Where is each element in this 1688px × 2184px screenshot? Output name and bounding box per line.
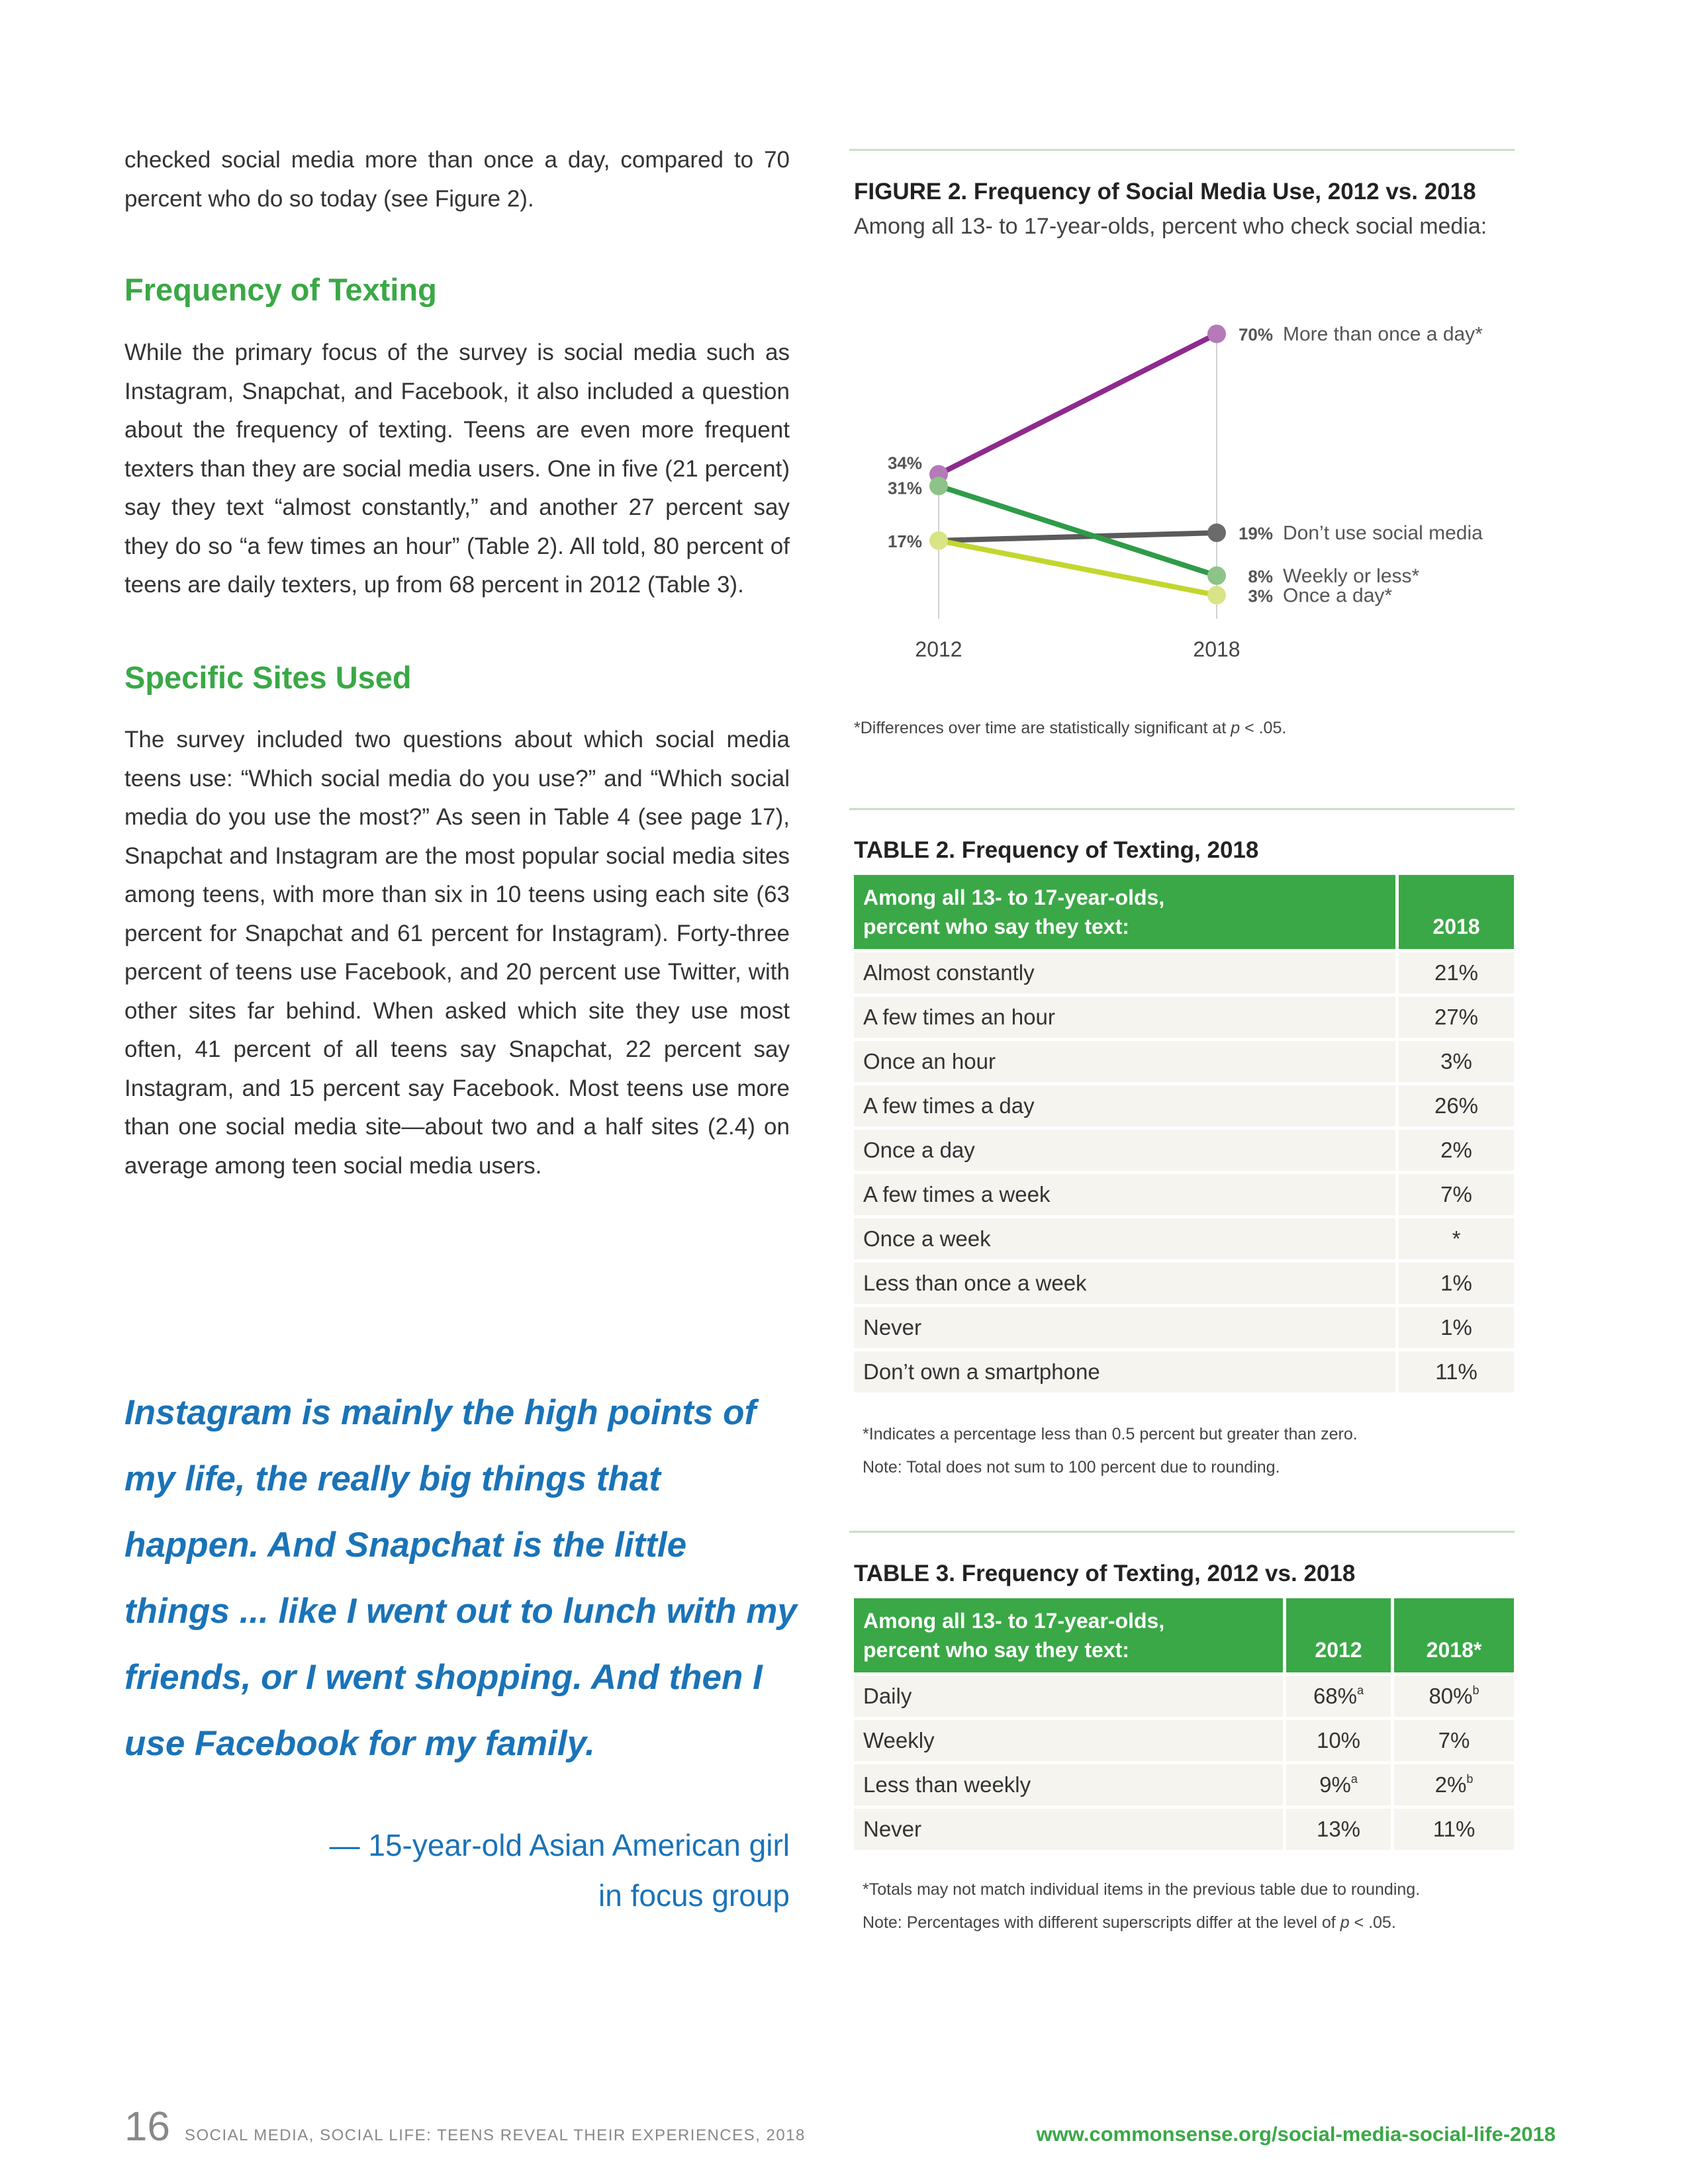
table2-row-label: Don’t own a smartphone xyxy=(854,1348,1399,1392)
figure-footnote-suffix: < .05. xyxy=(1240,719,1287,737)
data-point xyxy=(1207,567,1226,585)
table2-header-2018: 2018 xyxy=(1399,875,1514,949)
x-tick-label: 2018 xyxy=(1193,637,1241,661)
table2-title: TABLE 2. Frequency of Texting, 2018 xyxy=(854,837,1259,863)
data-label-2012: 31% xyxy=(887,478,922,498)
table3-row-value-2018 xyxy=(1394,1672,1514,1717)
intro-paragraph: checked social media more than once a day, compared to 70 percent who do so today (see Figure 2). xyxy=(124,147,790,212)
data-label-2018: 70% xyxy=(1238,324,1273,345)
table3-row-value-2012 xyxy=(1286,1761,1394,1805)
data-point xyxy=(1207,523,1226,542)
table3-value-2018: 80% xyxy=(1429,1684,1473,1708)
table3-value-2018: 2% xyxy=(1434,1772,1467,1797)
table2-row-label: A few times a week xyxy=(854,1171,1399,1215)
table3-header-2012: 2012 xyxy=(1286,1598,1394,1672)
figure-subtitle: Among all 13- to 17-year-olds, percent who check social media: xyxy=(854,214,1487,239)
series-line xyxy=(939,533,1217,541)
table3-header-line-2: percent who say they text: xyxy=(863,1638,1129,1662)
table2-row xyxy=(854,1038,1514,1082)
sites-paragraph: The survey included two questions about which social media teens use: “Which social media do you use?” and “Which social media do you use the most?” As seen in Table 4 (see page 17), Snapchat and Instagram are the most popular social media sites among teens, with more than six in 10 teens using each site (63 percent for Snapchat and 61 percent for Instagram). Forty-three percent of teens use Facebook, and 20 percent use Twitter, with other sites far behind. When asked which site they use most often, 41 percent of all teens say Snapchat, 22 percent say Instagram, and 15 percent say Facebook. Most teens use more than one social media site—about two and a half sites (2.4) on average among teen social media users. xyxy=(124,727,790,1179)
table2-row-label: Once a week xyxy=(854,1215,1399,1259)
data-label-2018: 3% xyxy=(1248,586,1273,606)
table2-row-value-2018: 1% xyxy=(1399,1304,1514,1348)
table3-value-2012: 13% xyxy=(1316,1817,1361,1841)
table3-footnote-1: *Totals may not match individual items in the previous table due to rounding. xyxy=(863,1880,1421,1899)
table2-row xyxy=(854,1215,1514,1259)
table2-header-row xyxy=(854,875,1514,949)
table2-top-rule xyxy=(849,808,1515,810)
quote-attribution xyxy=(124,1820,790,1921)
table3-row-label: Less than weekly xyxy=(854,1761,1286,1805)
section-heading-sites: Specific Sites Used xyxy=(124,660,412,695)
table2-row-label: Almost constantly xyxy=(854,949,1399,993)
series-name-label: Weekly or less* xyxy=(1283,565,1420,587)
data-point xyxy=(929,531,948,550)
table2-row xyxy=(854,1126,1514,1171)
data-label-2012: 34% xyxy=(887,453,922,473)
table3-header-label xyxy=(854,1598,1286,1672)
table2-row-value-2018: 3% xyxy=(1399,1038,1514,1082)
page-number: 16 xyxy=(124,2104,170,2150)
series-line xyxy=(939,486,1217,576)
table2-row-label: Once a day xyxy=(854,1126,1399,1171)
figure-footnote-p: p xyxy=(1231,719,1241,737)
table3-row-value-2012 xyxy=(1286,1805,1394,1850)
table3-top-rule xyxy=(849,1531,1515,1533)
table3-header-row xyxy=(854,1598,1514,1672)
table3-row xyxy=(854,1805,1514,1850)
table2-footnotes xyxy=(863,1418,1358,1484)
section-heading-texting: Frequency of Texting xyxy=(124,272,437,307)
table2-row-value-2018: * xyxy=(1399,1215,1514,1259)
table2-footnote-2: Note: Total does not sum to 100 percent due to rounding. xyxy=(863,1458,1280,1477)
table3-row-label: Daily xyxy=(854,1672,1286,1717)
table3-row-label: Weekly xyxy=(854,1717,1286,1761)
pull-quote: Instagram is mainly the high points of my life, the really big things that happen. And Snapchat is the little things ... like I went out to lunch with my friends, or I went shopping. And then I use Facebook for my family. xyxy=(124,1393,797,1763)
data-point xyxy=(929,477,948,495)
table2-row-value-2018: 21% xyxy=(1399,949,1514,993)
table3-superscript-2012: a xyxy=(1350,1772,1358,1786)
table3-row-label: Never xyxy=(854,1805,1286,1850)
table3-footnote-2-text: Note: Percentages with different superscripts differ at the level of xyxy=(863,1913,1340,1932)
data-label-2012: 17% xyxy=(887,531,922,551)
data-label-2018: 19% xyxy=(1238,523,1273,544)
table3-value-2012: 10% xyxy=(1316,1728,1361,1752)
table3-header-2018: 2018* xyxy=(1394,1598,1514,1672)
table2-footnote-1: *Indicates a percentage less than 0.5 percent but greater than zero. xyxy=(863,1425,1358,1443)
table2-row-label: A few times a day xyxy=(854,1082,1399,1126)
series-name-label: Don’t use social media xyxy=(1283,522,1483,545)
table3-footnote-2-p: p xyxy=(1340,1913,1350,1932)
table3-row xyxy=(854,1761,1514,1805)
table2-row xyxy=(854,1082,1514,1126)
table2-row-label: Once an hour xyxy=(854,1038,1399,1082)
table2-header-line-1: Among all 13- to 17-year-olds, xyxy=(863,886,1165,909)
table2-row xyxy=(854,1348,1514,1392)
table3 xyxy=(854,1598,1514,1850)
table2-row-value-2018: 2% xyxy=(1399,1126,1514,1171)
table2 xyxy=(854,875,1514,1392)
table2-row xyxy=(854,1171,1514,1215)
table3-row-value-2018 xyxy=(1394,1805,1514,1850)
table2-row-label: A few times an hour xyxy=(854,993,1399,1038)
table3-value-2018: 7% xyxy=(1438,1728,1470,1752)
footer-url-link[interactable]: www.commonsense.org/social-media-social-life-2018 xyxy=(1036,2122,1556,2146)
table2-row-value-2018: 7% xyxy=(1399,1171,1514,1215)
data-point xyxy=(1207,324,1226,343)
table3-value-2018: 11% xyxy=(1432,1817,1476,1841)
footer-doc-title: SOCIAL MEDIA, SOCIAL LIFE: TEENS REVEAL THEIR EXPERIENCES, 2018 xyxy=(184,2126,806,2144)
figure-title: FIGURE 2. Frequency of Social Media Use, 2012 vs. 2018 xyxy=(854,179,1476,205)
data-point xyxy=(1207,586,1226,604)
page-footer-left xyxy=(124,2103,806,2150)
figure-footnote-text: *Differences over time are statistically significant at xyxy=(854,719,1231,737)
table2-row-value-2018: 1% xyxy=(1399,1259,1514,1304)
series-name-label: More than once a day* xyxy=(1283,323,1483,345)
table2-row xyxy=(854,1304,1514,1348)
table2-row-value-2018: 26% xyxy=(1399,1082,1514,1126)
texting-paragraph: While the primary focus of the survey is social media such as Instagram, Snapchat, and Facebook, it also included a question about the frequency of texting. Teens are even more frequent texters than they are social media users. One in five (21 percent) say they text “almost constantly,” and another 27 percent say they do so “a few times an hour” (Table 2). All told, 80 percent of teens are daily texters, up from 68 percent in 2012 (Table 3). xyxy=(124,340,790,598)
line-chart xyxy=(849,251,1515,688)
table3-footnote-2-suffix: < .05. xyxy=(1349,1913,1396,1932)
attribution-line-1: — 15-year-old Asian American girl xyxy=(329,1828,790,1862)
table2-header-label xyxy=(854,875,1399,949)
figure-footnote xyxy=(854,711,1286,745)
attribution-line-2: in focus group xyxy=(598,1878,790,1913)
table3-superscript-2018: b xyxy=(1466,1772,1474,1786)
table3-row xyxy=(854,1672,1514,1717)
table3-header-line-1: Among all 13- to 17-year-olds, xyxy=(863,1609,1165,1633)
table3-row xyxy=(854,1717,1514,1761)
table3-footnote-2 xyxy=(863,1906,1420,1939)
table3-footnotes xyxy=(863,1873,1420,1939)
table3-row-value-2012 xyxy=(1286,1672,1394,1717)
table2-row xyxy=(854,1259,1514,1304)
series-line xyxy=(939,334,1217,474)
table3-value-2012: 68% xyxy=(1313,1684,1358,1708)
table2-row-label: Never xyxy=(854,1304,1399,1348)
table3-superscript-2012: a xyxy=(1357,1684,1364,1697)
table3-row-value-2018 xyxy=(1394,1717,1514,1761)
data-label-2018: 8% xyxy=(1248,566,1273,586)
series-name-label: Once a day* xyxy=(1283,584,1393,607)
table3-title: TABLE 3. Frequency of Texting, 2012 vs. 2018 xyxy=(854,1561,1356,1586)
table2-row-label: Less than once a week xyxy=(854,1259,1399,1304)
table3-row-value-2012 xyxy=(1286,1717,1394,1761)
x-tick-label: 2012 xyxy=(915,637,962,661)
figure-top-rule xyxy=(849,149,1515,151)
table2-row xyxy=(854,993,1514,1038)
table2-row-value-2018: 11% xyxy=(1399,1348,1514,1392)
series-line xyxy=(939,541,1217,596)
table3-superscript-2018: b xyxy=(1472,1684,1479,1697)
table2-row xyxy=(854,949,1514,993)
table3-row-value-2018 xyxy=(1394,1761,1514,1805)
table2-header-line-2: percent who say they text: xyxy=(863,915,1129,938)
table3-value-2012: 9% xyxy=(1319,1772,1351,1797)
table2-row-value-2018: 27% xyxy=(1399,993,1514,1038)
